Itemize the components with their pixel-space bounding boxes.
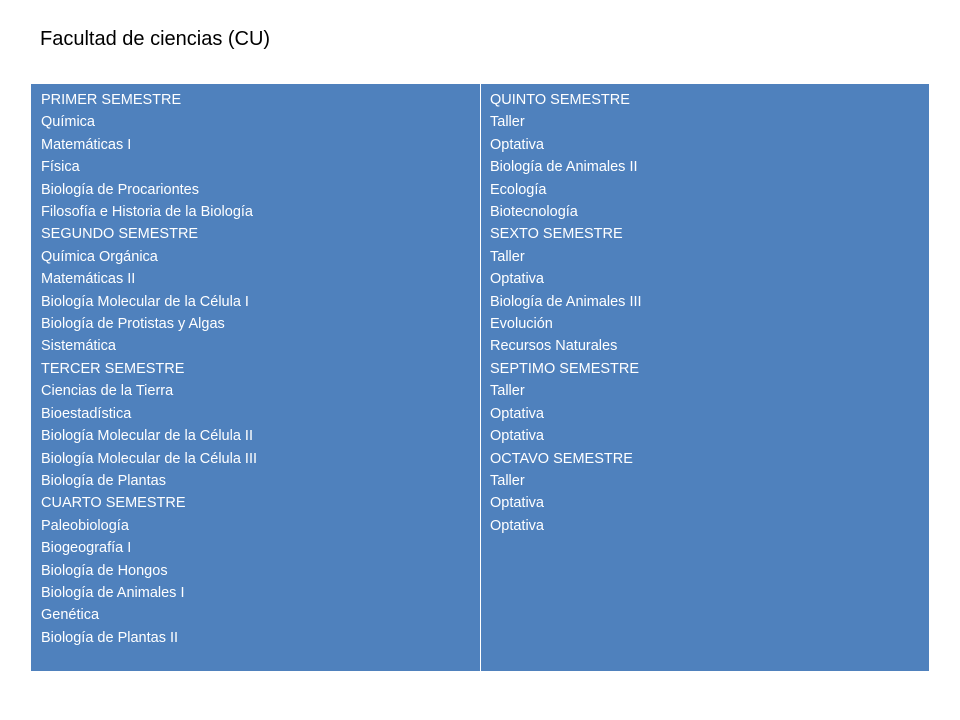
course-item: Taller [490, 248, 525, 265]
semester-heading: QUINTO SEMESTRE [490, 92, 630, 108]
semester-heading: TERCER SEMESTRE [41, 360, 185, 377]
course-item: Optativa [490, 405, 544, 422]
course-item: Matemáticas II [41, 271, 136, 288]
course-item: Biología de Procariontes [41, 181, 199, 198]
semester-list-left [41, 89, 480, 649]
course-item: Filosofía e Historia de la Biología [41, 204, 253, 221]
course-item: Taller [490, 114, 525, 131]
course-item: Biología Molecular de la Célula I [41, 293, 249, 310]
course-item: Optativa [490, 271, 544, 288]
course-item: Recursos Naturales [490, 338, 618, 355]
course-item: Biología de Plantas [41, 472, 166, 489]
course-item: Optativa [490, 428, 544, 445]
course-item: Biología de Plantas II [41, 629, 179, 646]
course-item: Biología de Hongos [41, 562, 168, 579]
semester-list-right [490, 89, 929, 537]
course-item: Biotecnología [490, 204, 578, 221]
course-item: Matemáticas I [41, 136, 132, 153]
course-item: Ciencias de la Tierra [41, 383, 174, 400]
course-item: Evolución [490, 316, 553, 333]
semester-heading: SEGUNDO SEMESTRE [41, 226, 199, 243]
course-item: Biología de Animales III [490, 293, 642, 310]
semester-heading: SEPTIMO SEMESTRE [490, 360, 640, 377]
course-item: Sistemática [41, 338, 116, 355]
course-item: Biología de Protistas y Algas [41, 316, 225, 333]
course-item: Biología Molecular de la Célula III [41, 450, 258, 467]
semester-heading: SEXTO SEMESTRE [490, 226, 623, 243]
course-item: Taller [490, 383, 525, 400]
course-item: Optativa [490, 136, 544, 153]
course-item: Química Orgánica [41, 248, 158, 265]
course-item: Biología de Animales II [490, 159, 638, 176]
slide-title: Facultad de ciencias (CU) [40, 28, 271, 50]
course-item: Ecología [490, 181, 547, 198]
semester-heading: CUARTO SEMESTRE [41, 495, 186, 512]
course-item: Química [41, 114, 95, 131]
course-item: Física [41, 159, 80, 176]
course-item: Optativa [490, 495, 544, 512]
semester-heading: PRIMER SEMESTRE [41, 92, 182, 108]
course-item: Biología de Animales I [41, 584, 185, 601]
curriculum-table [30, 83, 930, 672]
course-item: Genética [41, 607, 100, 624]
course-item: Biogeografía I [41, 540, 132, 557]
course-item: Taller [490, 472, 525, 489]
course-item: Paleobiología [41, 517, 129, 534]
semester-heading: OCTAVO SEMESTRE [490, 450, 633, 467]
course-item: Bioestadística [41, 405, 132, 422]
course-item: Biología Molecular de la Célula II [41, 428, 253, 445]
table-cell-left [31, 84, 480, 671]
table-cell-right [480, 84, 929, 671]
course-item: Optativa [490, 517, 544, 534]
